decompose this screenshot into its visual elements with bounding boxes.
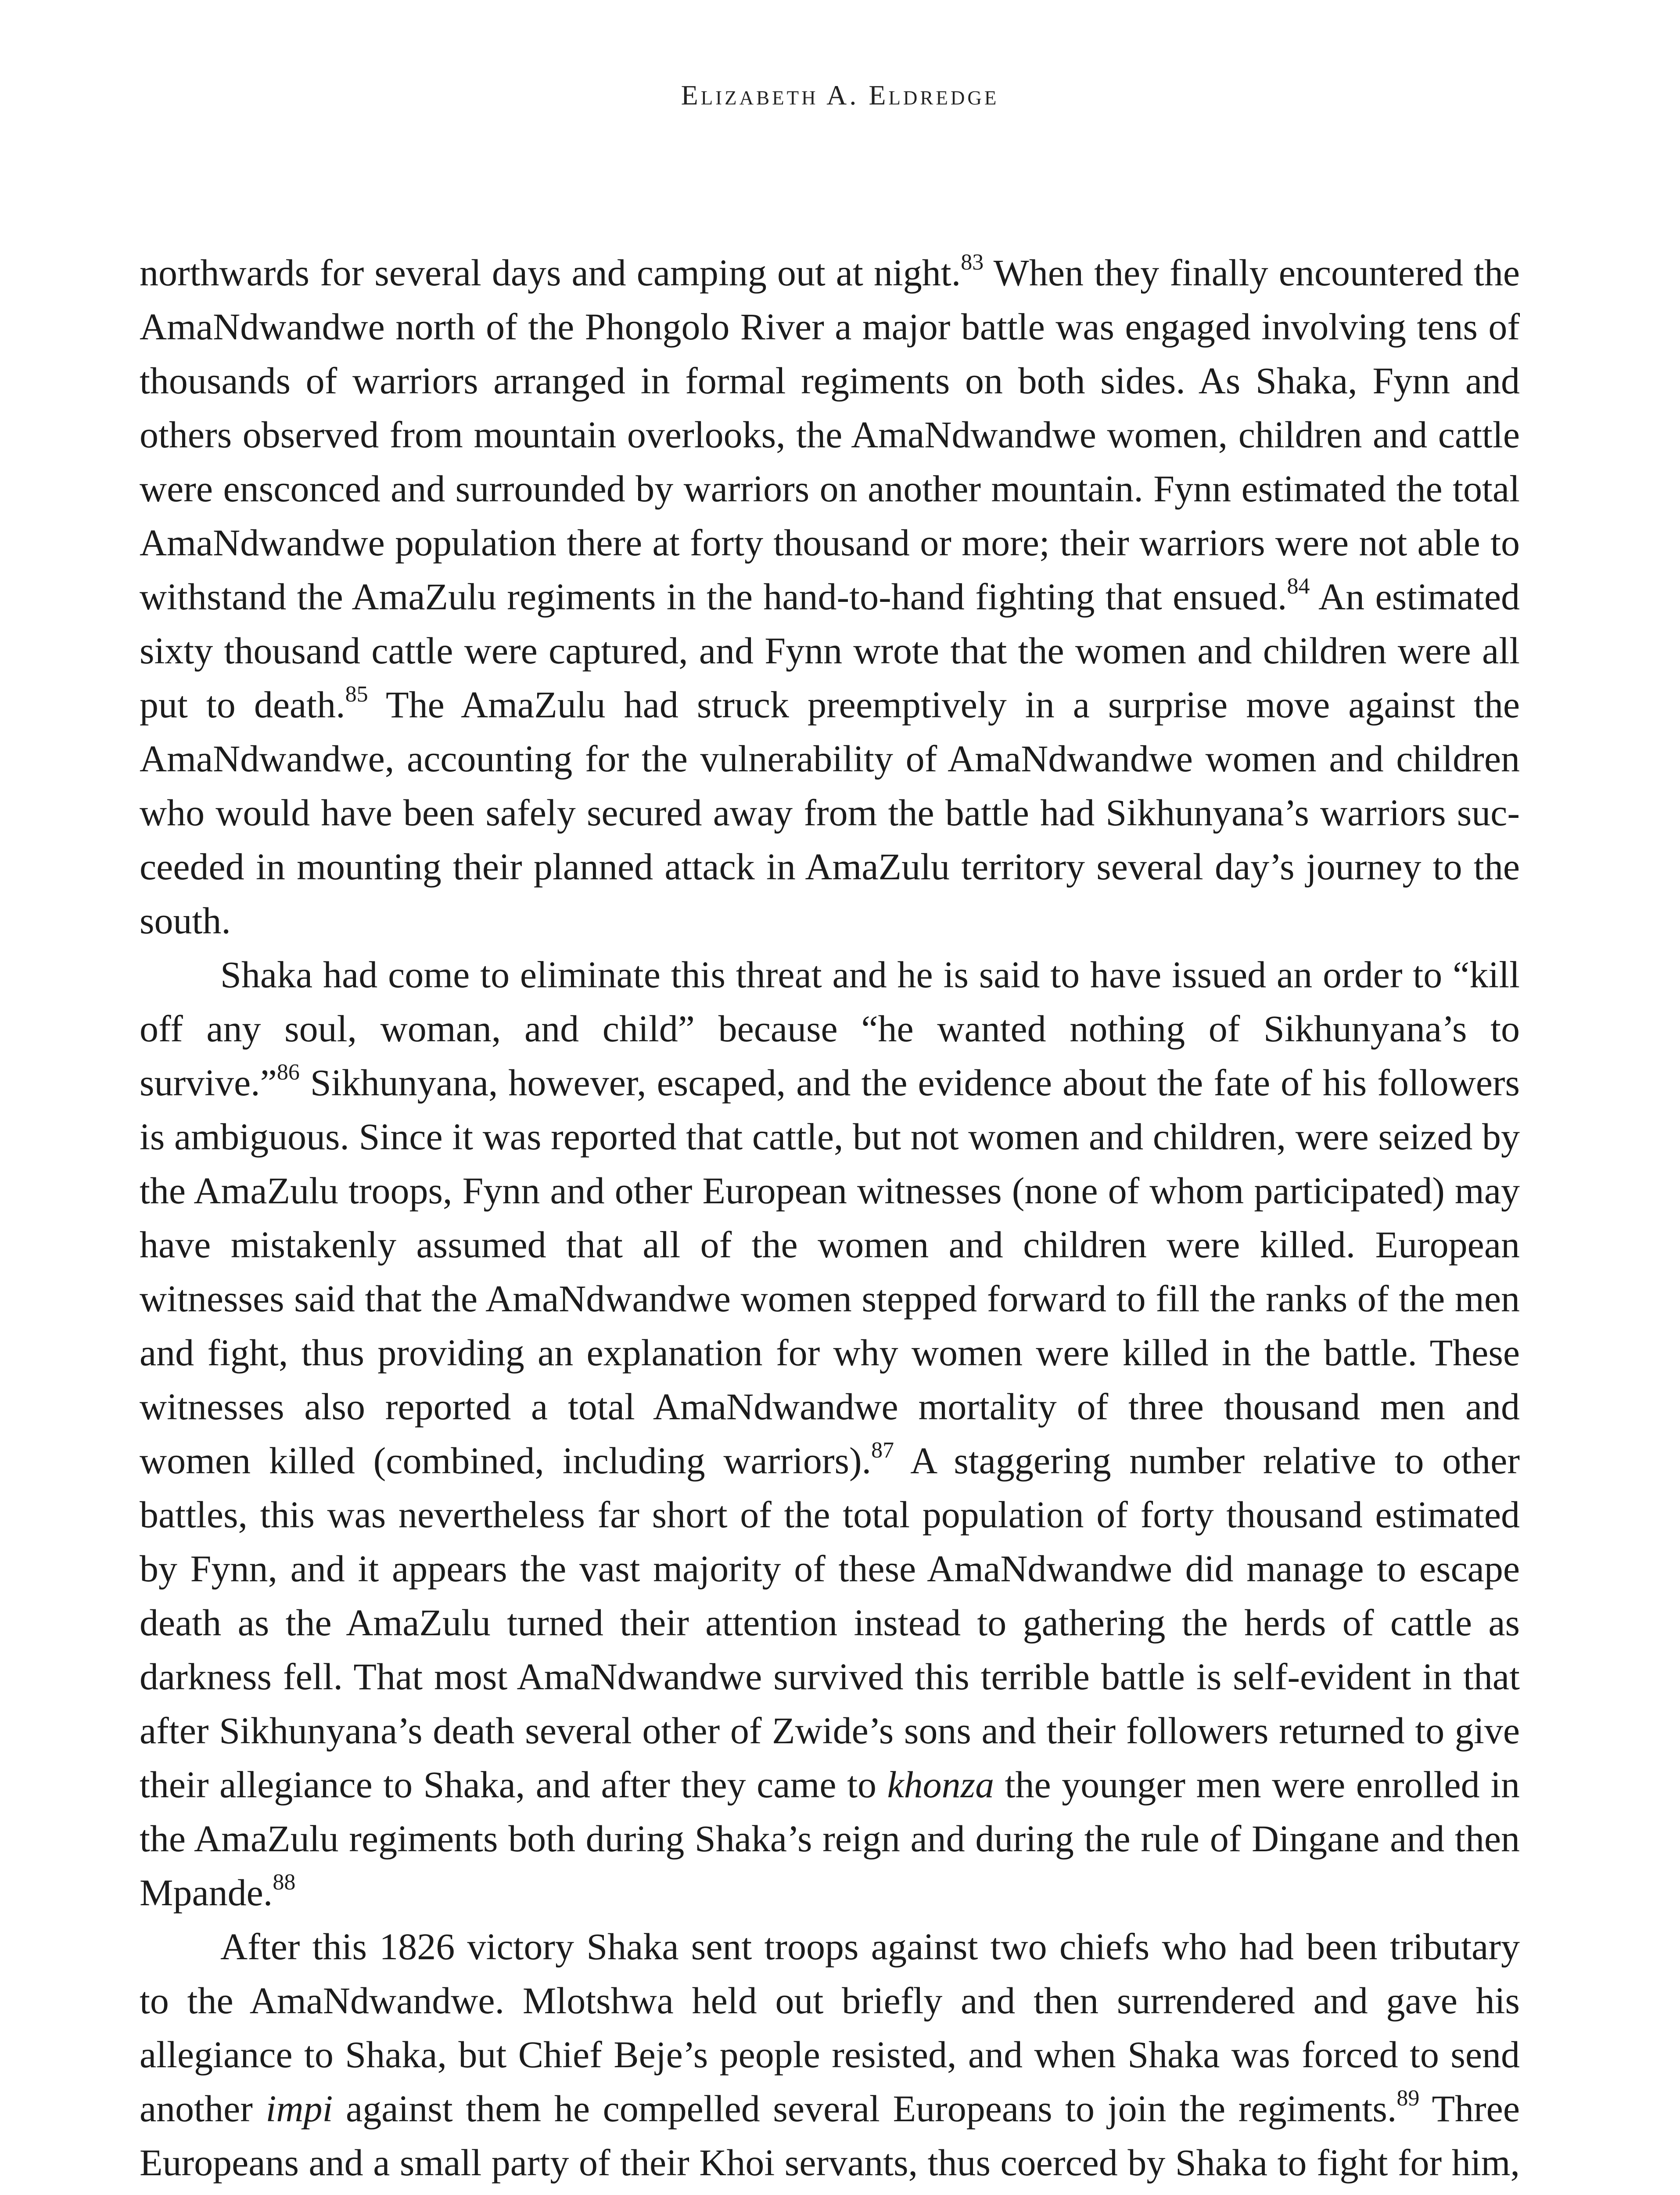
- text-run: Three Europeans and a small party of their Khoi servants, thus coerced by Shaka to fight for him,: [140, 2087, 1520, 2184]
- paragraph: [140, 246, 1520, 948]
- paragraph: [140, 1920, 1520, 2195]
- text-run: When they finally encountered the AmaNdwandwe north of the Phongolo River a major battle was engaged involving tens of thousands of warriors arranged in formal regiments on both sides. As Shaka, Fynn and others observed from mountain overlooks, the AmaNdwandwe women, children and cattle were ensconced and surrounded by warriors on another mountain. Fynn estimated the total AmaNdwandwe population there at forty thousand or more; their warriors were not able to withstand the AmaZulu regiments in the hand-to-hand fighting that ensued.: [140, 252, 1520, 618]
- text-run: After this 1826 victory Shaka sent troops against two chiefs who had been tributary to the AmaNdwandwe. Mlotshwa held out briefly and then surrendered and gave his allegiance to Shaka, but Chief Beje’s people resisted, and when Shaka was forced to send another: [140, 1925, 1520, 2130]
- footnote-ref: 84: [1287, 574, 1310, 599]
- footnote-ref: 86: [276, 1060, 300, 1085]
- text-run: Sikhunyana, however, escaped, and the evidence about the fate of his followers is ambiguous. Since it was reported that cattle, but not women and children, were seized by the AmaZulu troops, Fynn and other European witnesses (none of whom participated) may have mistakenly assumed that all of the women and children were killed. European witnesses said that the AmaNdwandwe women stepped forward to fill the ranks of the men and fight, thus providing an explanation for why women were killed in the battle. These witnesses also reported a total AmaNdwandwe mortality of three thousand men and women killed (combined, including warriors).: [140, 1062, 1520, 1482]
- text-run: the younger men were enrolled in the AmaZulu regiments both during Shaka’s reign and during the rule of Dingane and then Mpande.: [140, 1763, 1520, 1914]
- text-run: against them he compelled several Europeans to join the regiments.: [333, 2087, 1397, 2130]
- text-run: northwards for several days and camping out at night.: [140, 252, 961, 294]
- footnote-ref: 87: [871, 1438, 894, 1463]
- body-text: [140, 246, 1520, 2195]
- footnote-ref: 89: [1396, 2086, 1420, 2111]
- text-run: An estimated sixty thousand cattle were captured, and Fynn wrote that the women and children were all put to death.: [140, 576, 1520, 726]
- footnote-ref: 88: [273, 1870, 296, 1895]
- text-run: The AmaZulu had struck preemptively in a surprise move against the AmaNdwandwe, accounting for the vulnerability of AmaNdwandwe women and children who would have been safely secured away from the battle had Sikhunyana’s warriors succeeded in mounting their planned attack in AmaZulu territory several day’s journey to the south.: [140, 684, 1520, 942]
- footnote-ref: 85: [345, 682, 368, 707]
- text-run: Shaka had come to eliminate this threat and he is said to have issued an order to “kill off any soul, woman, and child” because “he wanted nothing of Sikhunyana’s to survive.”: [140, 954, 1520, 1104]
- footnote-ref: 83: [961, 250, 984, 275]
- italic-term: khonza: [887, 1763, 994, 1806]
- paragraph: [140, 948, 1520, 1920]
- running-head: Elizabeth A. Eldredge: [681, 79, 999, 111]
- text-run: A staggering number relative to other battles, this was nevertheless far short of the total population of forty thousand estimated by Fynn, and it appears the vast majority of these AmaNdwandwe did manage to escape death as the AmaZulu turned their attention instead to gathering the herds of cattle as darkness fell. That most AmaNdwandwe survived this terrible battle is self-evident in that after Sikhunyana’s death several other of Zwide’s sons and their followers returned to give their allegiance to Shaka, and after they came to: [140, 1439, 1520, 1806]
- italic-term: impi: [266, 2087, 333, 2130]
